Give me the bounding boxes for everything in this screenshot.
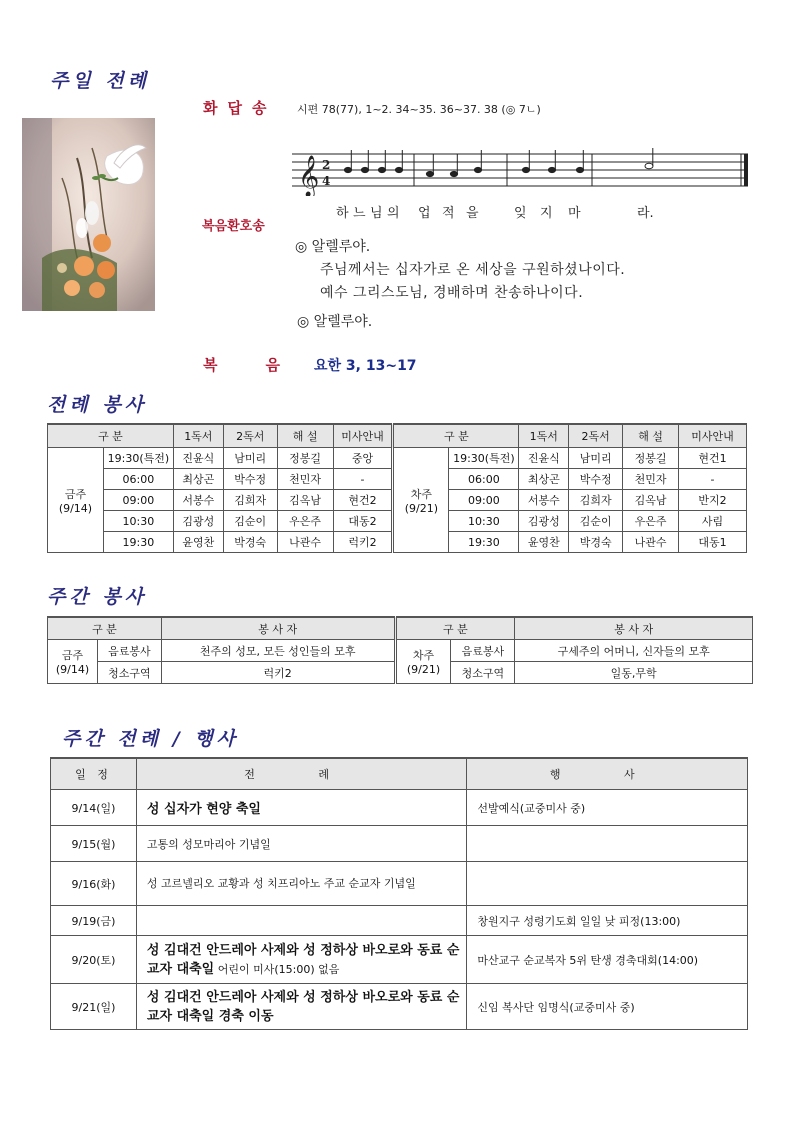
col-header-reading-1: 1독서 — [173, 424, 223, 448]
lyric-syllable: 느 — [353, 206, 366, 221]
table-cell: 럭키2 — [161, 662, 395, 684]
col-header-mass-guide: 미사안내 — [333, 424, 393, 448]
dove-flower-image — [22, 118, 155, 311]
table-cell: 김옥남 — [623, 490, 679, 511]
table-cell: 중앙 — [333, 448, 393, 469]
table-row — [51, 936, 748, 984]
psalm-label: 화답송 — [203, 99, 277, 117]
weekly-service-table — [47, 616, 753, 684]
lyric-syllable: 라. — [637, 206, 654, 221]
table-cell: 박경숙 — [223, 532, 277, 553]
lyric-syllable: 잊 — [514, 206, 527, 221]
table-cell: 천민자 — [277, 469, 333, 490]
mass-time: 19:30 — [103, 532, 173, 553]
table-cell: 남미리 — [569, 448, 623, 469]
music-staff — [292, 148, 752, 196]
table-cell: 진윤식 — [173, 448, 223, 469]
table-cell: 서봉수 — [173, 490, 223, 511]
col-header-reading-2: 2독서 — [223, 424, 277, 448]
liturgy-note: 어린이 미사(15:00) 없음 — [217, 962, 340, 976]
liturgy-cell: 고통의 성모마리아 기념일 — [136, 826, 466, 862]
lyric-syllable: 님 — [370, 206, 383, 221]
table-row — [51, 906, 748, 936]
svg-text:𝄞: 𝄞 — [298, 156, 320, 196]
mass-time: 09:00 — [103, 490, 173, 511]
table-cell: 박수정 — [569, 469, 623, 490]
table-cell: 현건2 — [333, 490, 393, 511]
col-header-volunteers: 봉 사 자 — [161, 617, 395, 640]
table-cell: 김희자 — [569, 490, 623, 511]
service-type: 음료봉사 — [451, 640, 515, 662]
week-label: 차주 — [412, 649, 435, 662]
table-cell: 최상곤 — [173, 469, 223, 490]
table-cell: 사림 — [679, 511, 747, 532]
weekly-events-title: 주간 전례 / 행사 — [62, 728, 239, 750]
table-cell: 김순이 — [569, 511, 623, 532]
table-cell: 김순이 — [223, 511, 277, 532]
table-row — [51, 790, 748, 826]
table-cell: 일동,무학 — [515, 662, 753, 684]
table-cell: 김광성 — [173, 511, 223, 532]
table-cell: 박수정 — [223, 469, 277, 490]
col-header-division: 구 분 — [393, 424, 519, 448]
col-header-volunteers: 봉 사 자 — [515, 617, 753, 640]
next-week-label — [395, 640, 451, 684]
this-week-label — [48, 448, 104, 553]
table-cell: 대동2 — [333, 511, 393, 532]
lyric-syllable: 적 — [442, 206, 455, 221]
col-header-division: 구 분 — [48, 617, 162, 640]
week-date: (9/14) — [58, 501, 93, 515]
table-cell: 최상곤 — [519, 469, 569, 490]
mass-time: 10:30 — [449, 511, 519, 532]
table-cell: 우은주 — [277, 511, 333, 532]
col-header-event: 행 사 — [467, 758, 748, 790]
mass-time: 09:00 — [449, 490, 519, 511]
table-cell: 남미리 — [223, 448, 277, 469]
table-cell: 정봉길 — [623, 448, 679, 469]
lyric-syllable: 마 — [568, 206, 581, 221]
mass-time: 19:30(특전) — [103, 448, 173, 469]
acclamation-line-2: 주님께서는 십자가로 온 세상을 구원하셨나이다. — [320, 262, 626, 278]
acclamation-line-3: 예수 그리스도님, 경배하며 찬송하나이다. — [320, 285, 584, 301]
week-label: 차주 — [410, 487, 433, 501]
table-cell: 나관수 — [277, 532, 333, 553]
service-type: 청소구역 — [97, 662, 161, 684]
event-date: 9/19(금) — [51, 906, 137, 936]
table-row — [51, 826, 748, 862]
event-cell: 마산교구 순교복자 5위 탄생 경축대회(14:00) — [467, 936, 748, 984]
col-header-reading-2: 2독서 — [569, 424, 623, 448]
event-date: 9/21(일) — [51, 984, 137, 1030]
event-cell — [467, 862, 748, 906]
table-cell: 박경숙 — [569, 532, 623, 553]
table-cell: 진윤식 — [519, 448, 569, 469]
col-header-mass-guide: 미사안내 — [679, 424, 747, 448]
table-cell: 현건1 — [679, 448, 747, 469]
event-date: 9/20(토) — [51, 936, 137, 984]
lyric-syllable: 업 — [418, 206, 431, 221]
event-cell: 창원지구 성령기도회 일일 낮 피정(13:00) — [467, 906, 748, 936]
table-cell: 반지2 — [679, 490, 747, 511]
event-cell: 선발예식(교중미사 중) — [467, 790, 748, 826]
next-week-label — [393, 448, 449, 553]
table-cell: 나관수 — [623, 532, 679, 553]
mass-time: 10:30 — [103, 511, 173, 532]
this-week-label — [48, 640, 98, 684]
table-cell: - — [333, 469, 393, 490]
col-header-date: 일 정 — [51, 758, 137, 790]
table-cell: 천민자 — [623, 469, 679, 490]
liturgy-service-table — [47, 423, 747, 553]
col-header-commentary: 해 설 — [277, 424, 333, 448]
svg-text:2: 2 — [322, 158, 331, 172]
lyric-syllable: 지 — [540, 206, 553, 221]
col-header-division: 구 분 — [395, 617, 515, 640]
service-type: 청소구역 — [451, 662, 515, 684]
lyric-syllable: 하 — [336, 206, 349, 221]
mass-time: 19:30 — [449, 532, 519, 553]
liturgy-cell — [136, 936, 466, 984]
lyric-syllable: 을 — [466, 206, 479, 221]
table-cell: - — [679, 469, 747, 490]
lyric-syllable: 의 — [387, 206, 400, 221]
col-header-reading-1: 1독서 — [519, 424, 569, 448]
table-cell: 윤영찬 — [519, 532, 569, 553]
acclamation-line-1: ◎ 알렐루야. — [295, 239, 371, 255]
week-date: (9/21) — [406, 663, 441, 676]
week-date: (9/14) — [55, 663, 90, 676]
week-date: (9/21) — [404, 501, 439, 515]
liturgy-cell — [136, 906, 466, 936]
table-row — [51, 984, 748, 1030]
acclamation-label: 복음환호송 — [202, 219, 265, 234]
mass-time: 06:00 — [103, 469, 173, 490]
event-cell: 신임 복사단 임명식(교중미사 중) — [467, 984, 748, 1030]
table-cell: 김희자 — [223, 490, 277, 511]
service-type: 음료봉사 — [97, 640, 161, 662]
table-cell: 천주의 성모, 모든 성인들의 모후 — [161, 640, 395, 662]
table-cell: 구세주의 어머니, 신자들의 모후 — [515, 640, 753, 662]
gospel-label: 복음 — [203, 356, 328, 374]
event-date: 9/16(화) — [51, 862, 137, 906]
mass-time: 19:30(특전) — [449, 448, 519, 469]
table-cell: 윤영찬 — [173, 532, 223, 553]
table-cell: 럭키2 — [333, 532, 393, 553]
sunday-liturgy-title: 주일 전례 — [50, 70, 151, 92]
liturgy-cell: 성 고르넬리오 교황과 성 치프리아노 주교 순교자 기념일 — [136, 862, 466, 906]
weekly-service-title: 주간 봉사 — [47, 586, 148, 608]
table-cell: 김옥남 — [277, 490, 333, 511]
table-cell: 김광성 — [519, 511, 569, 532]
liturgy-cell: 성 십자가 현양 축일 — [136, 790, 466, 826]
liturgy-cell: 성 김대건 안드레아 사제와 성 정하상 바오로와 동료 순교자 대축일 경축 이동 — [136, 984, 466, 1030]
liturgy-title: 성 김대건 안드레아 사제와 성 정하상 바오로와 동료 순교자 대축일 — [146, 942, 460, 977]
table-cell: 우은주 — [623, 511, 679, 532]
lyrics-line — [336, 202, 756, 220]
week-label: 금주 — [61, 649, 84, 662]
liturgy-service-title: 전례 봉사 — [47, 394, 148, 416]
weekly-events-table — [50, 757, 748, 1030]
mass-time: 06:00 — [449, 469, 519, 490]
acclamation-line-4: ◎ 알렐루야. — [297, 314, 373, 330]
event-date: 9/14(일) — [51, 790, 137, 826]
week-label: 금주 — [64, 487, 87, 501]
table-row — [51, 862, 748, 906]
col-header-commentary: 해 설 — [623, 424, 679, 448]
table-row — [48, 448, 747, 469]
table-cell: 정봉길 — [277, 448, 333, 469]
table-cell: 서봉수 — [519, 490, 569, 511]
gospel-reference: 요한 3, 13~17 — [314, 358, 417, 374]
table-row — [48, 640, 753, 662]
table-cell: 대동1 — [679, 532, 747, 553]
svg-text:4: 4 — [322, 174, 331, 188]
col-header-division: 구 분 — [48, 424, 174, 448]
col-header-liturgy: 전 례 — [136, 758, 466, 790]
psalm-reference: 시편 78(77), 1~2. 34~35. 36~37. 38 (◎ 7ㄴ) — [297, 103, 541, 116]
event-date: 9/15(월) — [51, 826, 137, 862]
event-cell — [467, 826, 748, 862]
